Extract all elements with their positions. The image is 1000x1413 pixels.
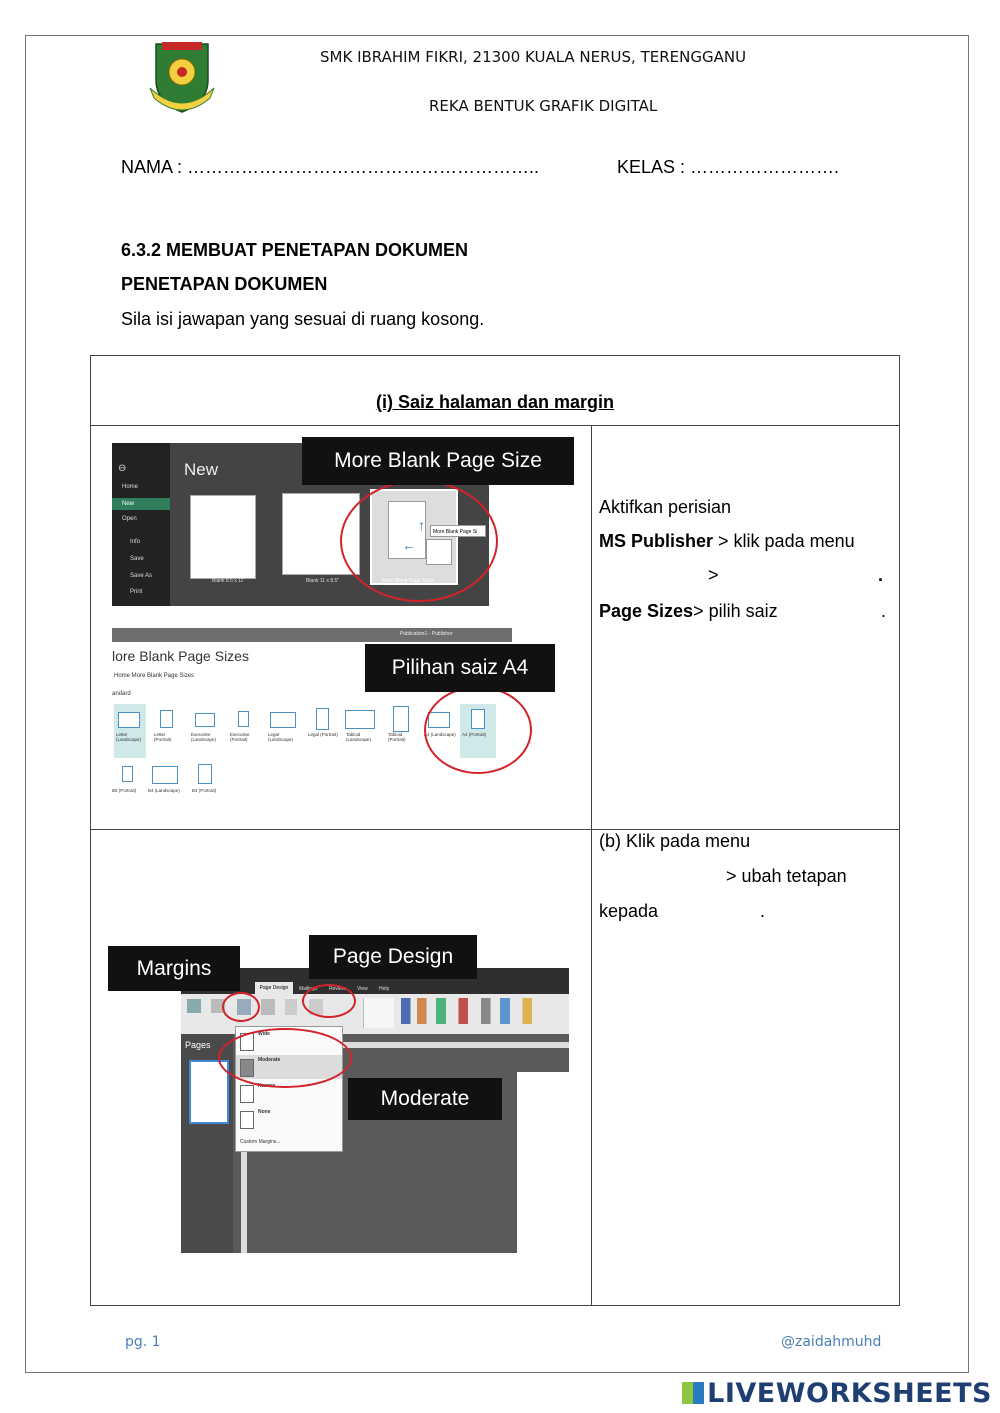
section-title: 6.3.2 MEMBUAT PENETAPAN DOKUMEN — [121, 240, 469, 260]
menu-item-home[interactable]: Home — [122, 484, 139, 490]
size-thumb-letter-landscape[interactable] — [118, 712, 140, 728]
row2-line3: kepada — [599, 901, 659, 921]
size-caption: Letter (Portrait) — [154, 732, 172, 742]
menu-item-open[interactable]: Open — [122, 516, 137, 522]
highlight-ring-moderate — [218, 1028, 352, 1088]
size-thumb-letter-portrait[interactable] — [160, 710, 173, 728]
template-caption: Blank 11 x 8.5" — [306, 578, 340, 584]
school-crest-logo — [148, 40, 216, 114]
size-icon[interactable] — [285, 999, 297, 1015]
backstage-menu — [112, 443, 170, 606]
margin-option-narrow[interactable]: Narrow — [258, 1083, 276, 1089]
tab-review[interactable]: Review — [329, 986, 346, 992]
margin-option-wide[interactable]: Wide — [258, 1031, 270, 1037]
size-thumb-tabloid-landscape[interactable] — [345, 710, 375, 729]
name-field-label: NAMA : ………………………………………………….. — [121, 157, 540, 177]
callout-margins: Margins — [108, 946, 240, 991]
size-thumb-legal-landscape[interactable] — [270, 712, 296, 728]
tab-page-design[interactable]: Page Design — [255, 982, 293, 994]
menu-item-info[interactable]: Info — [130, 539, 141, 545]
callout-a4-option: Pilihan saiz A4 — [365, 644, 555, 692]
margin-option-none[interactable]: None — [258, 1109, 271, 1115]
class-field-label: KELAS : ……………………. — [617, 157, 840, 177]
menu-item-save[interactable]: Save — [130, 556, 144, 562]
section-subtitle: PENETAPAN DOKUMEN — [121, 274, 328, 294]
template-caption: More Blank Page Sizes — [382, 578, 434, 584]
row1-line2: MS Publisher > klik pada menu — [599, 531, 855, 551]
pages-panel-label: Pages — [185, 1040, 211, 1050]
callout-more-blank-page-size: More Blank Page Size — [302, 437, 574, 485]
custom-margins-link[interactable]: Custom Margins... — [240, 1139, 281, 1145]
size-thumb-b4-landscape[interactable] — [152, 766, 178, 784]
table-title-cell — [91, 356, 900, 426]
size-thumb-legal-portrait[interactable] — [316, 708, 329, 730]
horizontal-ruler — [341, 1042, 569, 1048]
liveworksheets-logo: LIVEWORKSHEETS — [682, 1378, 992, 1409]
size-caption: B4 (Landscape) — [148, 788, 180, 793]
publication-canvas[interactable] — [517, 1072, 569, 1253]
callout-moderate: Moderate — [348, 1078, 502, 1120]
highlight-ring-page-design — [302, 984, 356, 1018]
size-caption: B5 (Portrait) — [112, 788, 137, 793]
row2-line1: (b) Klik pada menu — [599, 831, 751, 851]
tab-help[interactable]: Help — [379, 986, 390, 992]
highlight-ring-margins-icon — [222, 992, 260, 1022]
color-schemes-gallery[interactable] — [401, 998, 561, 1024]
size-thumb-tabloid-portrait[interactable] — [393, 706, 409, 732]
window-title: Publication1 - Publisher — [400, 631, 453, 637]
menu-item-new[interactable]: New — [112, 498, 170, 510]
size-thumb-b5-portrait[interactable] — [122, 766, 133, 782]
subject-title: REKA BENTUK GRAFIK DIGITAL — [429, 97, 658, 115]
row1-dot: . — [878, 565, 884, 585]
size-caption: Executive (Landscape) — [191, 732, 217, 742]
back-arrow-icon: ⊖ — [118, 463, 127, 474]
new-panel-title: New — [184, 460, 219, 479]
size-thumb-executive-portrait[interactable] — [238, 711, 249, 727]
change-template-icon[interactable] — [187, 999, 201, 1013]
size-thumb-b4-portrait[interactable] — [198, 764, 212, 784]
row1-end-dot: . — [881, 601, 887, 621]
size-caption: A4 (Landscape) — [424, 732, 456, 737]
menu-item-print[interactable]: Print — [130, 589, 143, 595]
breadcrumb[interactable]: Home More Blank Page Sizes — [114, 673, 195, 679]
size-caption: Tabloid (Landscape) — [346, 732, 372, 742]
page-sizes-heading: lore Blank Page Sizes — [112, 648, 249, 664]
instruction-text: Sila isi jawapan yang sesuai di ruang kosong. — [121, 309, 485, 329]
template-caption: Blank 8.5 x 11" — [212, 578, 246, 584]
row2-dot: . — [760, 901, 766, 921]
size-caption: Legal (Landscape) — [268, 732, 294, 742]
tab-mailings[interactable]: Mailings — [299, 986, 318, 992]
menu-item-save-as[interactable]: Save As — [130, 573, 153, 579]
table-title: (i) Saiz halaman dan margin — [375, 392, 615, 412]
highlight-ring — [340, 480, 498, 602]
blank-portrait-template[interactable] — [190, 495, 256, 579]
size-caption: Letter (Landscape) — [116, 732, 142, 742]
row1-line1: Aktifkan perisian — [599, 497, 732, 517]
size-caption: Tabloid (Portrait) — [388, 732, 406, 742]
size-caption: Executive (Portrait) — [230, 732, 250, 742]
group-label: andard — [112, 691, 131, 697]
arrow-up-icon: ↑ — [418, 517, 425, 533]
size-caption: B4 (Portrait) — [192, 788, 217, 793]
highlight-ring-a4 — [424, 686, 532, 774]
row1-arrow: > — [708, 565, 719, 585]
size-thumb-executive-landscape[interactable] — [195, 713, 215, 727]
delete-move-rename-group — [363, 998, 394, 1028]
row2-line2: > ubah tetapan — [726, 866, 847, 886]
size-caption: Legal (Portrait) — [308, 732, 338, 737]
school-name: SMK IBRAHIM FIKRI, 21300 KUALA NERUS, TERENGGANU — [320, 48, 747, 66]
size-caption: A4 (Portrait) — [462, 732, 487, 737]
orientation-icon[interactable] — [261, 999, 275, 1015]
margin-option-moderate[interactable]: Moderate — [258, 1057, 281, 1063]
tab-view[interactable]: View — [357, 986, 368, 992]
liveworksheets-icon — [682, 1382, 704, 1404]
row1-line4: Page Sizes> pilih saiz — [599, 601, 778, 621]
tooltip: More Blank Page Si — [430, 525, 486, 537]
page-number: pg. 1 — [125, 1334, 161, 1350]
arrow-left-icon: ← — [402, 537, 416, 553]
author-handle: @zaidahmuhd — [781, 1334, 882, 1350]
callout-page-design: Page Design — [309, 935, 477, 979]
